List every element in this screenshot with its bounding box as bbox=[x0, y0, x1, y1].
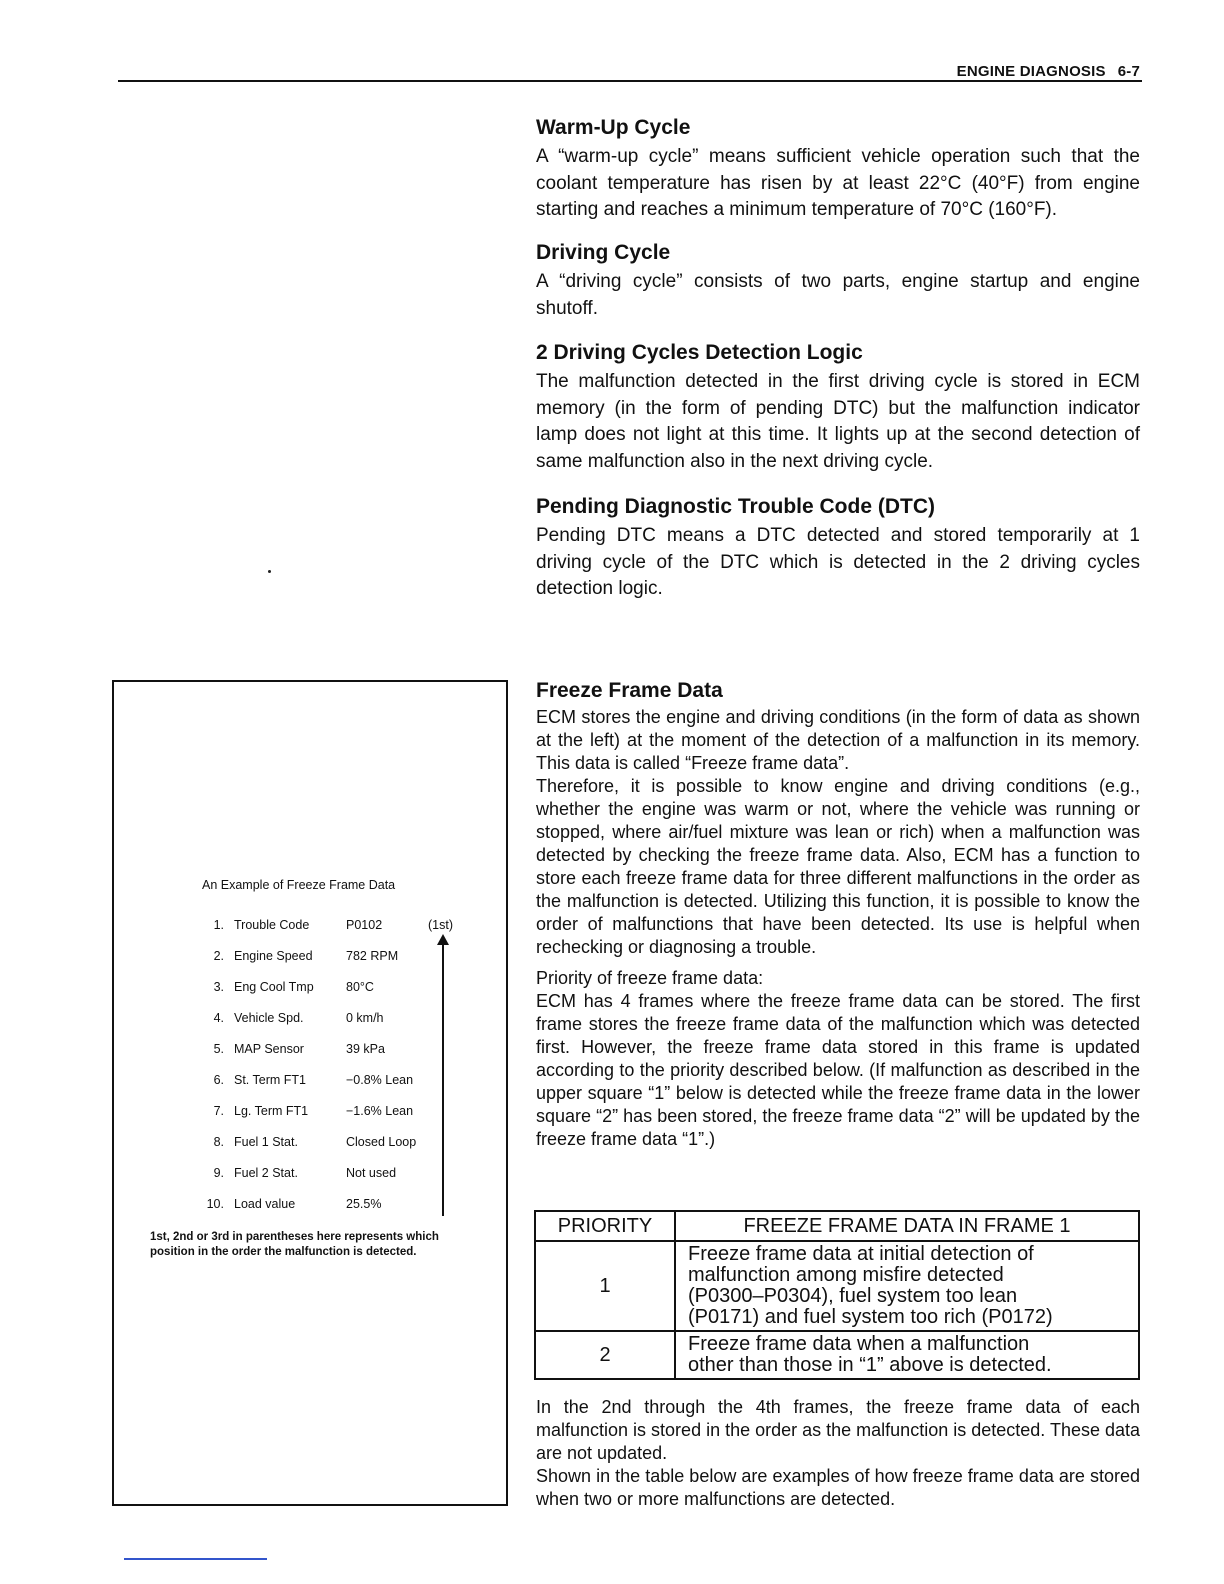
freeze-frame-example-box bbox=[112, 680, 508, 1506]
row-label: Engine Speed bbox=[234, 949, 313, 963]
example-row bbox=[196, 1197, 381, 1217]
arrow-line bbox=[442, 944, 444, 1216]
row-number: 4. bbox=[213, 1011, 224, 1025]
bottom-rule bbox=[124, 1558, 267, 1560]
driving-heading: Driving Cycle bbox=[536, 241, 671, 264]
example-title: An Example of Freeze Frame Data bbox=[202, 878, 396, 892]
row-value: −0.8% Lean bbox=[346, 1073, 414, 1087]
priority-value: 1 bbox=[535, 1241, 675, 1331]
row-value: 0 km/h bbox=[346, 1011, 384, 1025]
example-row bbox=[196, 1011, 384, 1031]
row-label: MAP Sensor bbox=[234, 1042, 304, 1056]
row-value: −1.6% Lean bbox=[346, 1104, 414, 1118]
example-row bbox=[196, 1135, 416, 1155]
example-row bbox=[196, 1073, 413, 1093]
example-note: 1st, 2nd or 3rd in parentheses here represents which position in the order the malfunction is detected. bbox=[150, 1231, 439, 1258]
row-value: P0102 bbox=[346, 918, 383, 932]
priority-table bbox=[534, 1210, 1140, 1380]
warmup-section bbox=[536, 116, 1140, 224]
example-row bbox=[196, 980, 374, 1000]
pending-heading: Pending Diagnostic Trouble Code (DTC) bbox=[536, 495, 935, 518]
row-value: Closed Loop bbox=[346, 1135, 417, 1149]
running-head bbox=[957, 63, 1140, 80]
freeze-para-1: ECM stores the engine and driving conditions (in the form of data as shown at the left) at the moment of the detection of a malfunction in its memory. This data is called “Freeze frame data”. bbox=[536, 707, 1140, 773]
freeze-para-4: ECM has 4 frames where the freeze frame data can be stored. The first frame stores the freeze frame data of the malfunction which was detected first. However, the freeze frame data stored in this frame is updated according to the priority described below. (If malfunction as described in the upper square “1” below is detected while the freeze frame data in the lower square “2” has been stored, the freeze frame data “2” will be updated by the freeze frame data “1”.) bbox=[536, 991, 1140, 1149]
freeze-para-6: Shown in the table below are examples of how freeze frame data are stored when two or more malfunctions are detected. bbox=[536, 1466, 1140, 1509]
desc-line: Freeze frame data at initial detection of bbox=[688, 1243, 1034, 1265]
table-row bbox=[535, 1241, 1139, 1331]
desc-line: (P0300–P0304), fuel system too lean bbox=[688, 1285, 1018, 1307]
section-title: ENGINE DIAGNOSIS bbox=[956, 63, 1106, 80]
row-value: 782 RPM bbox=[346, 949, 399, 963]
row-label: Eng Cool Tmp bbox=[234, 980, 314, 994]
row-label: Trouble Code bbox=[234, 918, 310, 932]
freeze-para-2: Therefore, it is possible to know engine and driving conditions (e.g., whether the engine was warm or not, where the vehicle was running or stopped, where air/fuel mixture was lean or rich) when a malfunction was detected by checking the freeze frame data. Also, ECM has a function to store each freeze frame data for three different malfunctions in the order as the malfunction is detected. Utilizing this function, it is possible to know the order of malfunctions that have been detected. Its use is helpful when rechecking or diagnosing a trouble. bbox=[536, 776, 1140, 957]
priority-value: 2 bbox=[535, 1331, 675, 1379]
freeze-tail bbox=[536, 1396, 1140, 1511]
driving-text: A “driving cycle” consists of two parts, engine startup and engine shutoff. bbox=[536, 271, 1140, 319]
order-label: (1st) bbox=[428, 918, 453, 932]
example-row bbox=[196, 918, 382, 938]
priority-table-header bbox=[535, 1211, 1139, 1241]
row-number: 9. bbox=[213, 1166, 224, 1180]
row-value: 39 kPa bbox=[346, 1042, 385, 1056]
two-cycle-text: The malfunction detected in the first driving cycle is stored in ECM memory (in the form of pending DTC) but the malfunction indicator lamp does not light at this time. It lights up at the second detection of same malfunction also in the next driving cycle. bbox=[536, 371, 1140, 472]
desc-line: (P0171) and fuel system too rich (P0172) bbox=[688, 1306, 1053, 1328]
example-row bbox=[196, 949, 398, 969]
row-number: 10. bbox=[206, 1197, 224, 1211]
page-number: 6-7 bbox=[1117, 63, 1140, 80]
warmup-heading: Warm-Up Cycle bbox=[536, 116, 691, 139]
frame-col-header: FREEZE FRAME DATA IN FRAME 1 bbox=[675, 1211, 1139, 1241]
row-label: Lg. Term FT1 bbox=[234, 1104, 309, 1118]
row-label: Load value bbox=[234, 1197, 296, 1211]
row-value: 25.5% bbox=[346, 1197, 382, 1211]
pending-text: Pending DTC means a DTC detected and stored temporarily at 1 driving cycle of the DTC which is detected in the 2 driving cycles detection logic. bbox=[536, 525, 1140, 599]
pending-section bbox=[536, 495, 1140, 603]
row-number: 1. bbox=[213, 918, 224, 932]
desc-line: other than those in “1” above is detected. bbox=[688, 1354, 1052, 1376]
desc-line: malfunction among misfire detected bbox=[688, 1264, 1004, 1286]
row-number: 2. bbox=[213, 949, 224, 963]
priority-desc bbox=[675, 1241, 1139, 1331]
row-label: St. Term FT1 bbox=[234, 1073, 307, 1087]
freeze-heading: Freeze Frame Data bbox=[536, 679, 723, 702]
stray-dot bbox=[268, 570, 271, 573]
desc-line: Freeze frame data when a malfunction bbox=[688, 1333, 1030, 1355]
two-cycle-heading: 2 Driving Cycles Detection Logic bbox=[536, 341, 863, 364]
driving-section bbox=[536, 241, 1140, 322]
row-value: 80°C bbox=[346, 980, 374, 994]
priority-col-header: PRIORITY bbox=[535, 1211, 675, 1241]
row-label: Vehicle Spd. bbox=[234, 1011, 304, 1025]
freeze-section bbox=[536, 679, 1140, 1151]
freeze-para-5: In the 2nd through the 4th frames, the freeze frame data of each malfunction is stored in the order as the malfunction is detected. These data are not updated. bbox=[536, 1397, 1141, 1463]
warmup-text: A “warm-up cycle” means sufficient vehicle operation such that the coolant temperature has risen by at least 22°C (40°F) from engine starting and reaches a minimum temperature of 70°C (160°F). bbox=[536, 146, 1140, 220]
row-number: 5. bbox=[213, 1042, 224, 1056]
row-number: 3. bbox=[213, 980, 224, 994]
freeze-para-3: Priority of freeze frame data: bbox=[536, 968, 764, 988]
table-row bbox=[535, 1331, 1139, 1379]
row-value: Not used bbox=[346, 1166, 397, 1180]
row-label: Fuel 1 Stat. bbox=[234, 1135, 298, 1149]
row-number: 7. bbox=[213, 1104, 224, 1118]
example-row bbox=[196, 1042, 385, 1062]
priority-desc bbox=[675, 1331, 1139, 1379]
header-rule bbox=[118, 80, 1142, 82]
example-row bbox=[196, 1104, 413, 1124]
example-row bbox=[196, 1166, 396, 1186]
row-number: 8. bbox=[213, 1135, 224, 1149]
two-cycle-section bbox=[536, 341, 1140, 475]
row-label: Fuel 2 Stat. bbox=[234, 1166, 298, 1180]
row-number: 6. bbox=[213, 1073, 224, 1087]
